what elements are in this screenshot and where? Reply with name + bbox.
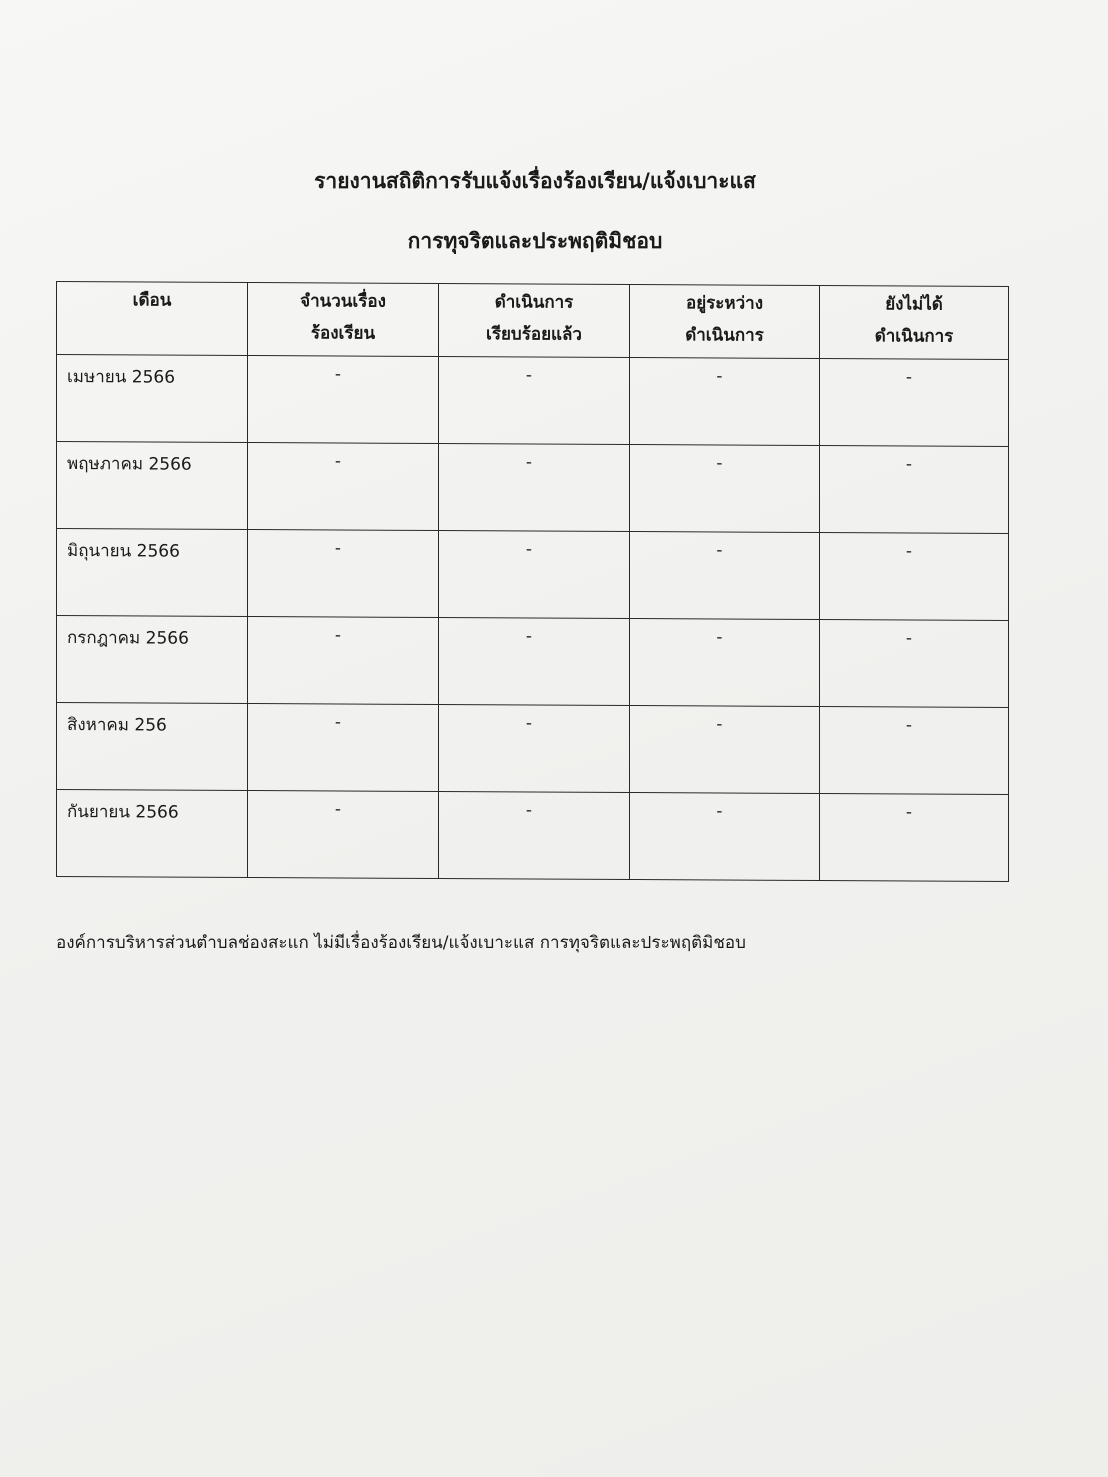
header-label: ดำเนินการ — [494, 292, 574, 313]
header-label: เดือน — [132, 290, 172, 311]
statistics-table — [56, 281, 1009, 882]
in-progress-cell: - — [630, 445, 820, 533]
table-row — [57, 442, 1009, 534]
header-label: อยู่ระหว่าง — [685, 293, 764, 314]
header-month — [57, 282, 248, 356]
header-label: ดำเนินการ — [874, 326, 954, 347]
not-started-cell: - — [820, 445, 1009, 533]
completed-cell: - — [439, 531, 630, 619]
month-cell: มิถุนายน 2566 — [57, 529, 248, 617]
month-cell: เมษายน 2566 — [57, 355, 248, 443]
table-row — [57, 529, 1009, 621]
not-started-cell: - — [820, 793, 1009, 881]
in-progress-cell: - — [630, 706, 820, 794]
month-cell: พฤษภาคม 2566 — [57, 442, 248, 530]
header-label: จำนวนเรื่อง — [300, 291, 386, 312]
table-row — [57, 703, 1009, 795]
completed-cell: - — [439, 444, 630, 532]
not-started-cell: - — [820, 532, 1009, 620]
not-started-cell: - — [820, 619, 1009, 707]
report-title: รายงานสถิติการรับแจ้งเรื่องร้องเรียน/แจ้งเบาะแส — [314, 169, 756, 193]
header-in-progress — [630, 285, 820, 359]
header-not-started — [820, 285, 1009, 359]
complaint-count-cell: - — [248, 791, 439, 879]
header-completed — [439, 284, 630, 358]
report-subtitle: การทุจริตและประพฤติมิชอบ — [407, 229, 663, 253]
table-header-row — [57, 282, 1009, 360]
not-started-cell: - — [820, 706, 1009, 794]
header-label: ดำเนินการ — [685, 325, 764, 346]
in-progress-cell: - — [630, 532, 820, 620]
month-cell: กรกฎาคม 2566 — [57, 616, 248, 704]
complaint-count-cell: - — [248, 617, 439, 705]
in-progress-cell: - — [630, 619, 820, 707]
month-cell: กันยายน 2566 — [57, 790, 248, 878]
in-progress-cell: - — [630, 793, 820, 881]
complaint-count-cell: - — [248, 443, 439, 531]
completed-cell: - — [439, 792, 630, 880]
complaint-count-cell: - — [248, 704, 439, 792]
complaint-count-cell: - — [248, 530, 439, 618]
summary-note: องค์การบริหารส่วนตำบลช่องสะแก ไม่มีเรื่องร้องเรียน/แจ้งเบาะแส การทุจริตและประพฤติมิชอบ — [56, 933, 746, 953]
completed-cell: - — [439, 618, 630, 706]
month-cell: สิงหาคม 256 — [57, 703, 248, 791]
header-label: ร้องเรียน — [310, 323, 376, 344]
header-label: เรียบร้อยแล้ว — [486, 324, 582, 345]
table-row — [57, 355, 1009, 447]
header-complaint-count — [248, 283, 439, 357]
header-label: ยังไม่ได้ — [885, 294, 943, 315]
table-row — [57, 616, 1009, 708]
table-row — [57, 790, 1009, 882]
completed-cell: - — [439, 705, 630, 793]
not-started-cell: - — [820, 358, 1009, 446]
in-progress-cell: - — [630, 358, 820, 446]
complaint-count-cell: - — [248, 356, 439, 444]
completed-cell: - — [439, 357, 630, 445]
